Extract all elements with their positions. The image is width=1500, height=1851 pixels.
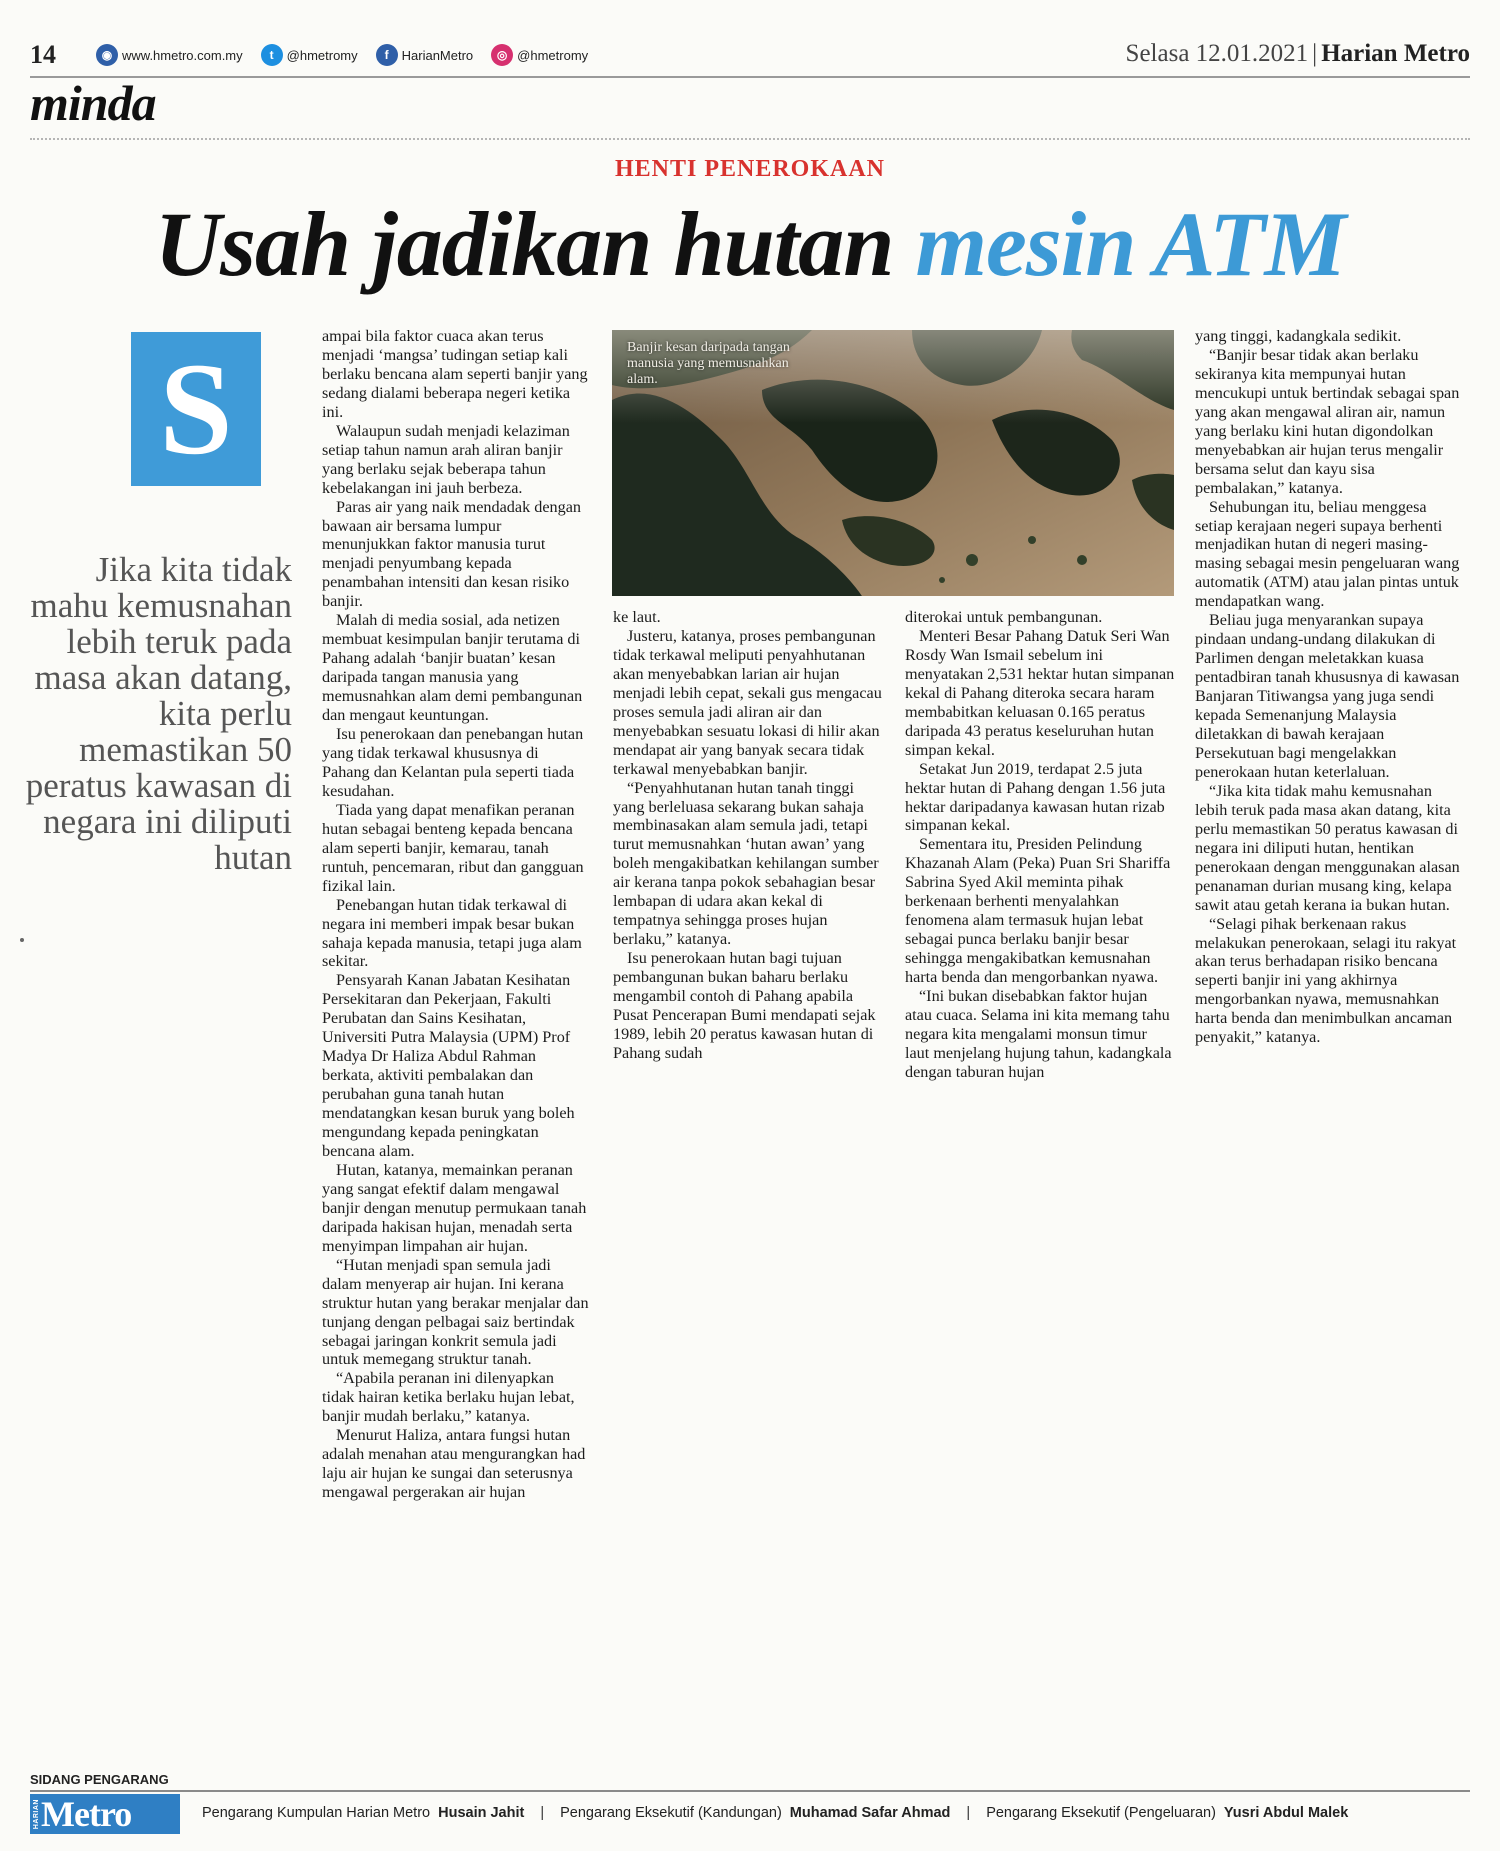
article-paragraph: ke laut. [613, 608, 661, 626]
social-handle: HarianMetro [401, 47, 474, 63]
page-number: 14 [30, 40, 56, 69]
article-column-3 [905, 608, 1175, 1082]
metro-logo [30, 1794, 180, 1834]
article-paragraph: Paras air yang naik mendadak dengan bawaan air bersama lumpur menunjukkan faktor manusia turut menjadi penyumbang kepada penambahan intensiti dan kesan risiko banjir. [322, 497, 581, 611]
article-paragraph: ampai bila faktor cuaca akan terus menjadi ‘mangsa’ tudingan setiap kali berlaku bencana alam seperti banjir yang sedang dialami beberapa negeri ketika ini. [322, 327, 588, 421]
article-paragraph: diterokai untuk pembangunan. [905, 608, 1103, 626]
twitter-icon: t [261, 44, 283, 66]
article-paragraph: Menteri Besar Pahang Datuk Seri Wan Rosdy Wan Ismail sebelum ini menyatakan 2,531 hektar hutan simpanan kekal di Pahang diteroka secara haram membabitkan keluasan 0.165 peratus daripada 43 peratus keseluruhan hutan simpan kekal. [905, 626, 1175, 759]
article-kicker: HENTI PENEROKAAN [614, 156, 886, 182]
article-paragraph: “Banjir besar tidak akan berlaku sekiranya kita mempunyai hutan mencukupi untuk bertindak sebagai span yang akan mengawal aliran air, namun yang berlaku kini hutan digondolkan menyebabkan air hujan terus mengalir bersama selut dan kayu sisa pembalakan,” katanya. [1195, 345, 1460, 497]
article-paragraph: Beliau juga menyarankan supaya pindaan undang-undang dilakukan di Parlimen dengan meletakkan kuasa pentadbiran tanah khususnya di kawasan Banjaran Titiwangsa yang juga sendi kepada Semenanjung Malaysia diletakkan di bawah kerajaan Persekutuan bagi mengelakkan penerokaan hutan keterlaluan. [1195, 611, 1460, 781]
instagram-icon: ◎ [491, 44, 513, 66]
editor-separator: | [540, 1805, 545, 1821]
social-link [376, 44, 474, 66]
section-divider [30, 138, 1470, 140]
date-text: Selasa 12.01.2021 [1125, 40, 1309, 67]
editors-list [202, 1805, 1348, 1821]
article-paragraph: yang tinggi, kadangkala sedikit. [1195, 327, 1402, 345]
article-column-1 [322, 327, 590, 1502]
social-link [261, 44, 358, 66]
article-paragraph: Isu penerokaan hutan bagi tujuan pembangunan bukan baharu berlaku mengambil contoh di Pahang apabila Pusat Pencerapan Bumi mendapati sejak 1989, lebih 20 peratus kawasan hutan di Pahang sudah [613, 949, 876, 1062]
date-separator: | [1312, 40, 1318, 67]
editor-name: Yusri Abdul Malek [1223, 1805, 1349, 1821]
footer-divider [30, 1790, 1470, 1792]
social-link [96, 44, 243, 66]
article-paragraph: Hutan, katanya, memainkan peranan yang sangat efektif dalam mengawal banjir dengan menutup permukaan tanah daripada hakisan hujan, menadah serta menyimpan limpahan air hujan. [322, 1160, 587, 1255]
drop-cap: S [131, 332, 261, 486]
article-paragraph: “Jika kita tidak mahu kemusnahan lebih teruk pada masa akan datang, kita perlu memastikan 50 peratus kawasan di negara ini diliputi hutan, hentikan penerokaan dengan menggunakan alasan penanaman durian musang king, kelapa sawit atau getah kerana ia bukan hutan. [1195, 781, 1460, 914]
editor-role: Pengarang Eksekutif (Pengeluaran) [986, 1805, 1216, 1821]
article-paragraph: Walaupun sudah menjadi kelaziman setiap tahun namun arah aliran banjir yang berlaku sejak beberapa tahun kebelakangan ini jauh berbeza. [322, 421, 570, 497]
editor-role: Pengarang Eksekutif (Kandungan) [560, 1805, 782, 1821]
photo-caption: Banjir kesan daripada tangan manusia yang memusnahkan alam. [627, 340, 790, 387]
article-paragraph: “Penyahhutanan hutan tanah tinggi yang berleluasa sekarang bukan sahaja membinasakan alam semula jadi, tetapi turut memusnahkan ‘hutan awan’ yang boleh mengakibatkan kehilangan sumber air kerana tanpa pokok sebahagian besar lembapan di udara akan kekal di tempatnya sehingga proses hujan berlaku,” katanya. [613, 778, 879, 949]
article-photo [612, 330, 1174, 596]
editor-role: Pengarang Kumpulan Harian Metro [202, 1805, 431, 1821]
social-handle: @hmetromy [286, 47, 358, 63]
article-paragraph: “Hutan menjadi span semula jadi dalam menyerap air hujan. Ini kerana struktur hutan yang berakar menjalar dan tunjang dengan pelbagai saiz bertindak sebagai jaringan konkrit semula jadi untuk memegang struktur tanah. [322, 1255, 589, 1369]
masthead [30, 38, 1470, 78]
article-paragraph: Malah di media sosial, ada netizen membuat kesimpulan banjir terutama di Pahang adalah ‘banjir buatan’ kesan daripada tangan manusia yang memusnahkan alam demi pembangunan dan mengaut keuntungan. [322, 611, 583, 725]
article-paragraph: “Apabila peranan ini dilenyapkan tidak hairan ketika berlaku hujan lebat, banjir mudah berlaku,” katanya. [322, 1369, 575, 1426]
issue-date [1126, 40, 1470, 68]
article-column-4 [1195, 327, 1467, 1047]
article-paragraph: Setakat Jun 2019, terdapat 2.5 juta hektar hutan di Pahang dengan 1.56 juta hektar daripadanya kawasan hutan rizab simpanan kekal. [905, 759, 1166, 835]
article-paragraph: Sementara itu, Presiden Pelindung Khazanah Alam (Peka) Puan Sri Shariffa Sabrina Syed Akil meminta pihak berkenaan berhenti menyalahkan fenomena alam termasuk hujan lebat sebagai punca berlaku banjir besar sehingga mengakibatkan kemusnahan harta benda dan mengorbankan nyawa. [905, 835, 1171, 987]
article-paragraph: Sehubungan itu, beliau menggesa setiap kerajaan negeri supaya berhenti menjadikan hutan di negeri masing-masing sebagai mesin pengeluaran wang automatik (ATM) atau jalan pintas untuk mendapatkan wang. [1195, 497, 1460, 611]
section-title: minda [30, 75, 156, 131]
headline-blue-part: mesin ATM [915, 193, 1346, 295]
facebook-icon: f [376, 44, 398, 66]
globe-icon: ◉ [96, 44, 118, 66]
logo-small-text: HARIAN [33, 1798, 40, 1830]
print-speck [20, 938, 24, 942]
social-link [491, 44, 588, 66]
social-links [96, 44, 606, 66]
article-paragraph: “Selagi pihak berkenaan rakus melakukan penerokaan, selagi itu rakyat akan terus berhadapan risiko bencana seperti banjir ini yang akhirnya mengorbankan nyawa, memusnahkan harta benda dan menimbulkan ancaman penyakit,” katanya. [1195, 914, 1457, 1047]
social-handle: www.hmetro.com.my [122, 47, 243, 63]
editor-name: Muhamad Safar Ahmad [789, 1805, 951, 1821]
editorial-board-label: SIDANG PENGARANG [30, 1772, 169, 1787]
article-paragraph: Justeru, katanya, proses pembangunan tidak terkawal meliputi penyahhutanan akan menyebabkan larian air hujan menjadi lebih cepat, sekali gus mengacau proses semula jadi aliran air dan menyebabkan sesuatu lokasi di hilir akan mendapat air yang banyak secara tidak terkawal menyebabkan banjir. [613, 626, 882, 778]
pull-quote: Jika kita tidak mahu kemusnahan lebih teruk pada masa akan datang, kita perlu memastikan 50 peratus kawasan di negara ini diliputi hutan [25, 550, 292, 877]
logo-text: Metro [41, 1794, 132, 1834]
newspaper-name: Harian Metro [1321, 40, 1470, 67]
article-column-2 [613, 608, 883, 1063]
social-handle: @hmetromy [517, 47, 589, 63]
headline-dark-part: Usah jadikan hutan [154, 193, 894, 295]
article-paragraph: Penebangan hutan tidak terkawal di negara ini memberi impak besar bukan sahaja kepada manusia, tetapi juga alam sekitar. [322, 895, 582, 971]
article-headline [0, 194, 1500, 294]
editor-separator: | [966, 1805, 971, 1821]
article-paragraph: Tiada yang dapat menafikan peranan hutan sebagai benteng kepada bencana alam seperti banjir, kemarau, tanah runtuh, pencemaran, ribut dan gangguan fizikal lain. [322, 800, 584, 895]
article-paragraph: “Ini bukan disebabkan faktor hujan atau cuaca. Selama ini kita memang tahu negara kita mengalami monsun timur laut menjelang hujung tahun, kadangkala dengan taburan hujan [905, 987, 1172, 1081]
article-paragraph: Menurut Haliza, antara fungsi hutan adalah menahan atau mengurangkan had laju air hujan ke sungai dan seterusnya mengawal pergerakan air hujan [322, 1426, 586, 1502]
article-paragraph: Pensyarah Kanan Jabatan Kesihatan Persekitaran dan Pekerjaan, Fakulti Perubatan dan Sains Kesihatan, Universiti Putra Malaysia (UPM) Prof Madya Dr Haliza Abdul Rahman berkata, aktiviti pembalakan dan perubahan guna tanah hutan mendatangkan kesan buruk yang boleh mengundang kepada peningkatan bencana alam. [322, 971, 575, 1160]
editor-name: Husain Jahit [438, 1805, 525, 1821]
article-paragraph: Isu penerokaan dan penebangan hutan yang tidak terkawal khususnya di Pahang dan Kelantan pula seperti tiada kesudahan. [322, 725, 584, 800]
